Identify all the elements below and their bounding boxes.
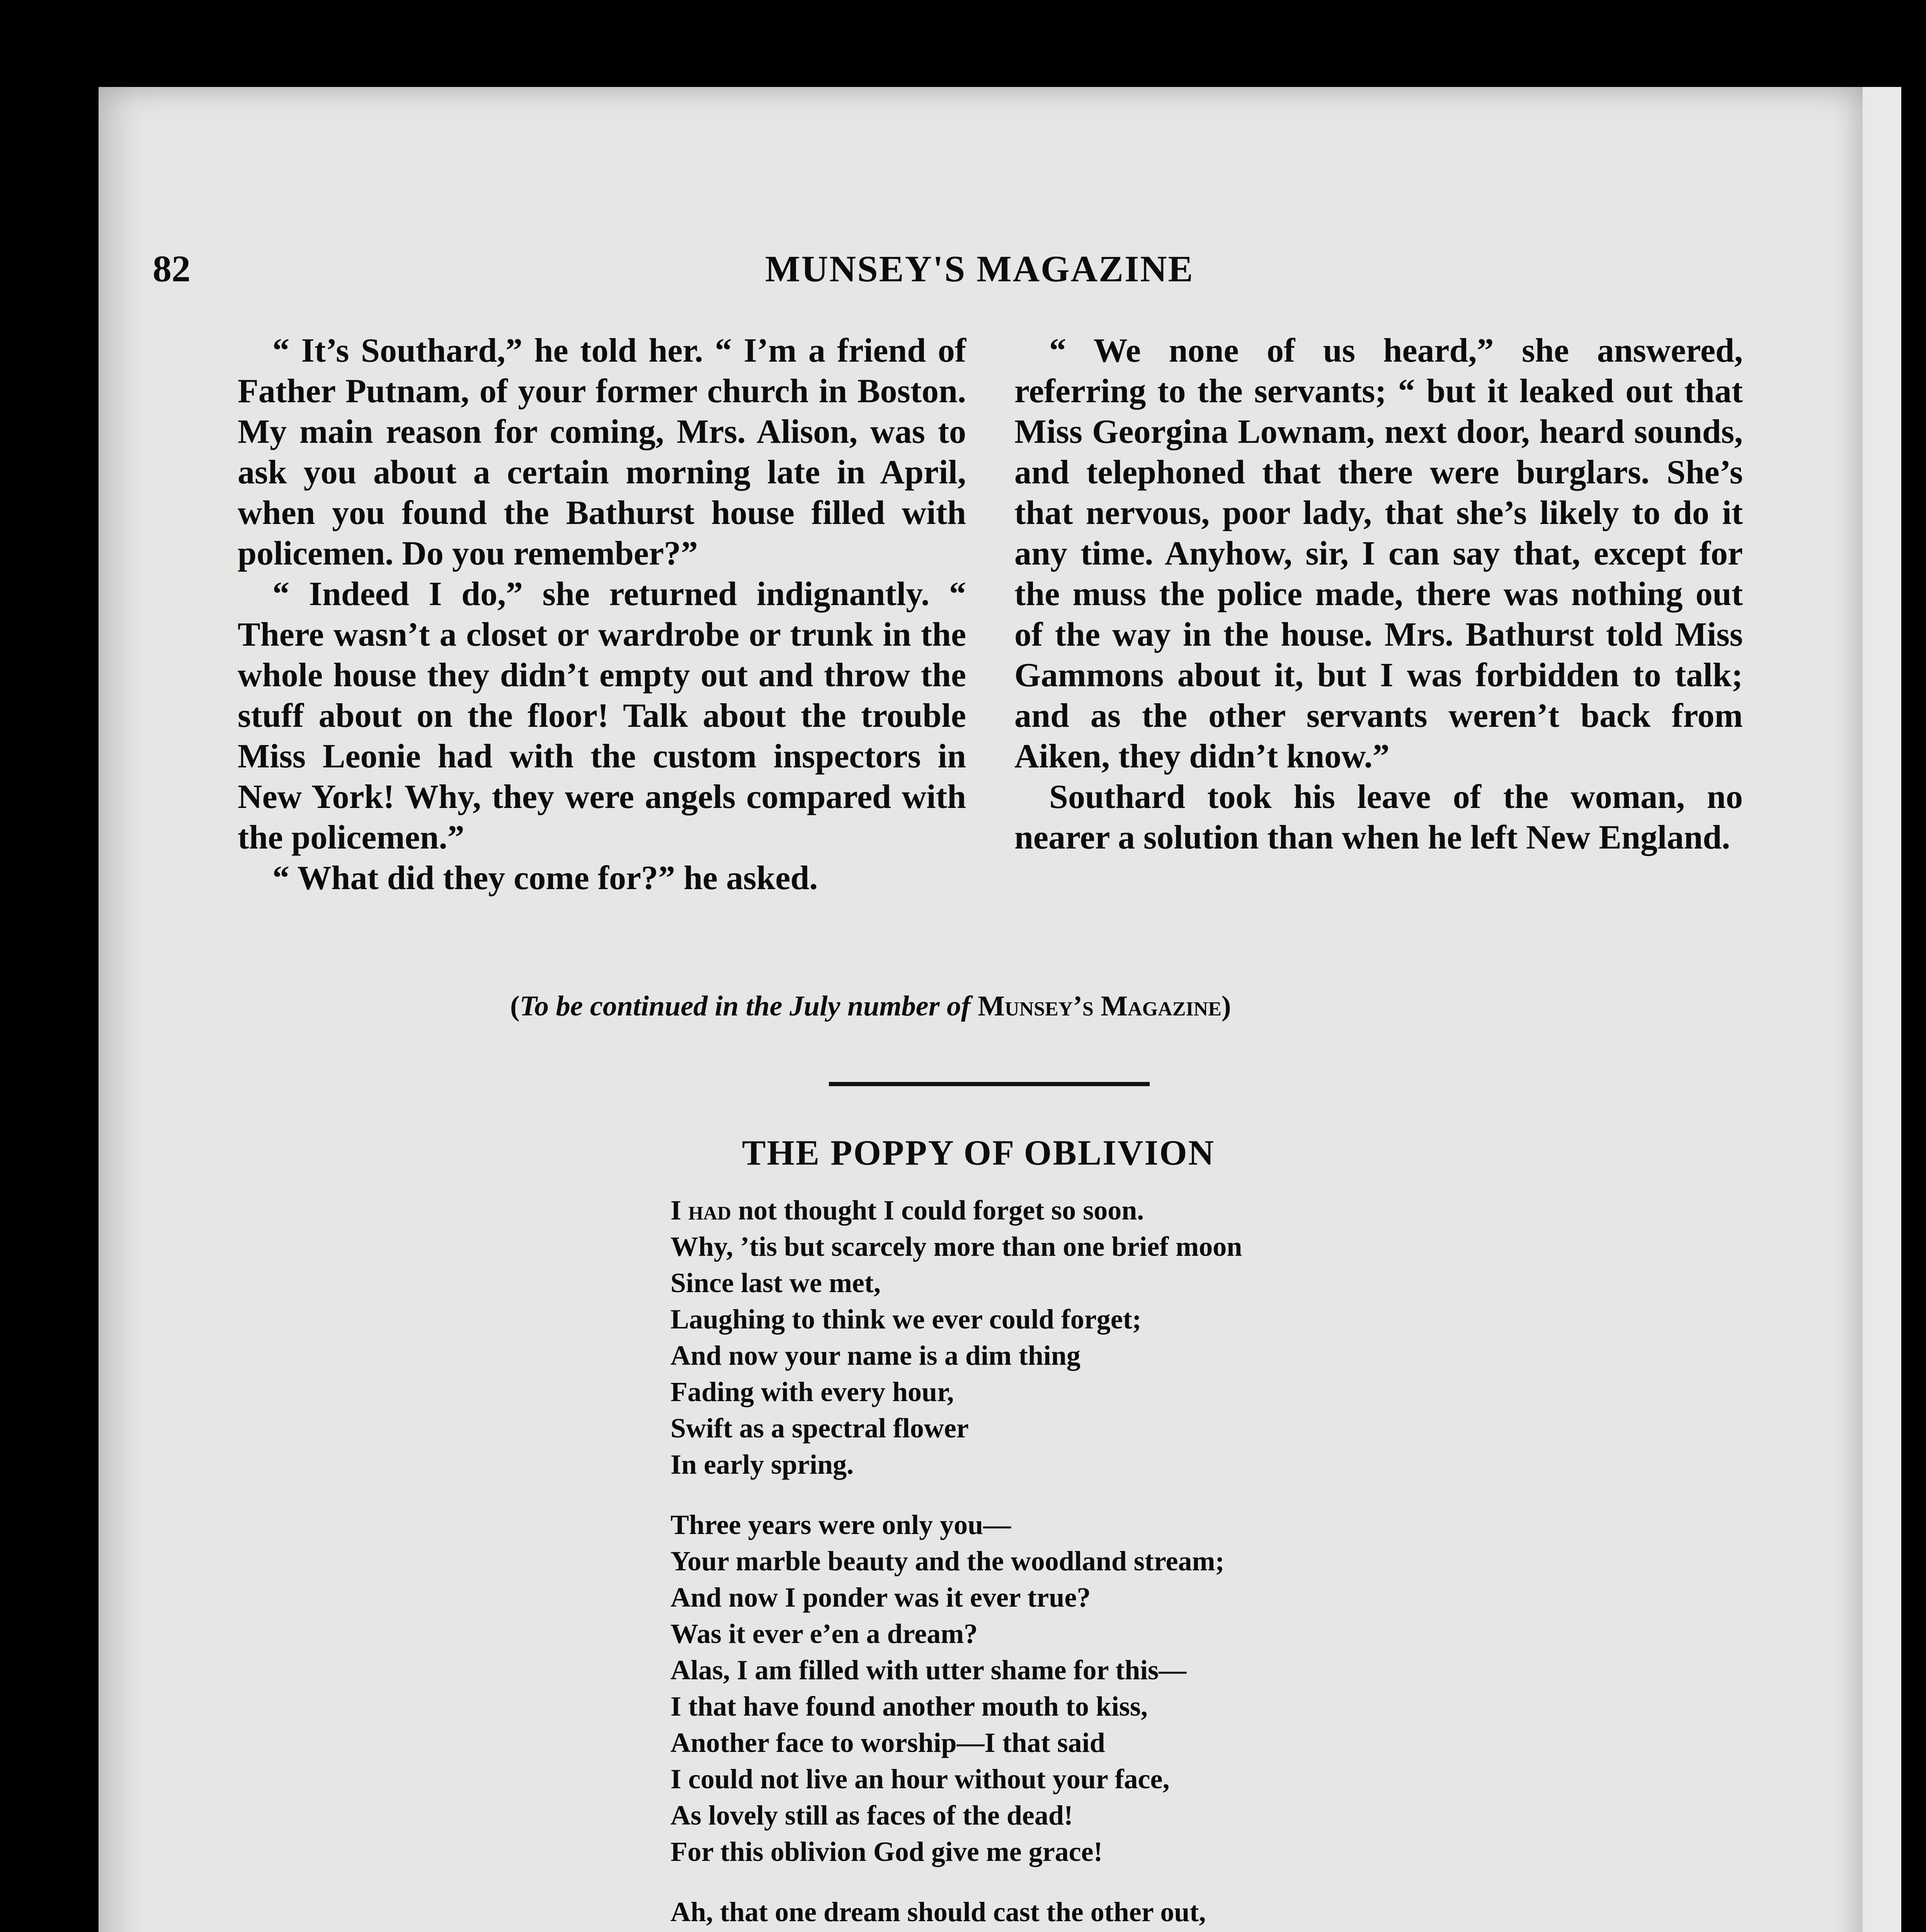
poem-line: And now I ponder was it ever true? <box>670 1582 1091 1613</box>
story-paragraph: “ What did they come for?” he asked. <box>272 859 818 897</box>
poem-line: In early spring. <box>670 1449 854 1480</box>
poem-line: As lovely still as faces of the dead! <box>670 1800 1073 1831</box>
facing-page-edge <box>1863 87 1901 1932</box>
page-number: 82 <box>153 248 191 290</box>
poem-line: I that have found another mouth to kiss, <box>670 1691 1148 1722</box>
story-paragraph: Southard took his leave of the woman, no nearer a solution than when he left New England. <box>1014 778 1743 856</box>
stanza <box>670 1507 1559 1870</box>
continued-close: ) <box>1221 990 1231 1022</box>
story-right-column <box>1014 330 1743 858</box>
story-paragraph: “ It’s Southard,” he told her. “ I’m a friend of Father Putnam, of your former church in Boston. My main reason for coming, Mrs. Alison, was to ask you about a certain morning late in April, when you found the Bathurst house filled with policemen. Do you remember?” <box>238 332 966 572</box>
poem-first-word: I had <box>670 1195 732 1226</box>
poem-line: For this oblivion God give me grace! <box>670 1836 1103 1867</box>
poem-line: Alas, I am filled with utter shame for this— <box>670 1655 1187 1685</box>
poem-line: Another face to worship—I that said <box>670 1727 1105 1758</box>
story-paragraph: “ Indeed I do,” she returned indignantly. “ There wasn’t a closet or wardrobe or trunk in the whole house they didn’t empty out and throw the stuff about on the floor! Talk about the trouble Miss Leonie had with the custom inspectors in New York! Why, they were angels compared with the policemen.” <box>238 575 966 856</box>
poem-line: Was it ever e’en a dream? <box>670 1618 978 1649</box>
poem-line: Since last we met, <box>670 1267 881 1298</box>
story-paragraph: “ We none of us heard,” she answered, referring to the servants; “ but it leaked out that Miss Georgina Lownam, next door, heard sounds, and telephoned that there were burglars. She’s that nervous, poor lady, that she’s likely to do it any time. Anyhow, sir, I can say that, except for the muss the police made, there was nothing out of the way in the house. Mrs. Bathurst told Miss Gammons about it, but I was forbidden to talk; and as the other servants weren’t back from Aiken, they didn’t know.” <box>1014 332 1743 775</box>
poem-line-text: not thought I could forget so soon. <box>731 1195 1144 1226</box>
poem-body <box>670 1192 1559 1932</box>
poem-line: Why, ’tis but scarcely more than one brief moon <box>670 1231 1242 1262</box>
poem-line: I could not live an hour without your face, <box>670 1764 1170 1794</box>
continued-magazine: Munsey’s Magazine <box>978 990 1222 1022</box>
section-divider <box>829 1082 1150 1086</box>
poem-line <box>670 1930 1559 1932</box>
poem-line <box>670 1192 1559 1228</box>
poem-line: Three years were only you— <box>670 1509 1011 1540</box>
poem-line: Your marble beauty and the woodland stream; <box>670 1546 1225 1577</box>
running-head: MUNSEY'S MAGAZINE <box>765 248 1194 289</box>
continued-open: ( <box>510 990 520 1022</box>
poem-line: Laughing to think we ever could forget; <box>670 1304 1142 1335</box>
poem-line: Fading with every hour, <box>670 1376 954 1407</box>
poem-line: Swift as a spectral flower <box>670 1413 969 1444</box>
continued-text: To be continued in the July number of <box>519 990 971 1022</box>
story-left-column <box>238 330 966 898</box>
poem-line: Ah, that one dream should cast the other out, <box>670 1896 1206 1927</box>
stanza <box>670 1894 1559 1932</box>
continued-notice <box>510 990 1231 1023</box>
stanza <box>670 1192 1559 1483</box>
poem-title: THE POPPY OF OBLIVION <box>742 1133 1215 1172</box>
poem-line: And now your name is a dim thing <box>670 1340 1080 1371</box>
